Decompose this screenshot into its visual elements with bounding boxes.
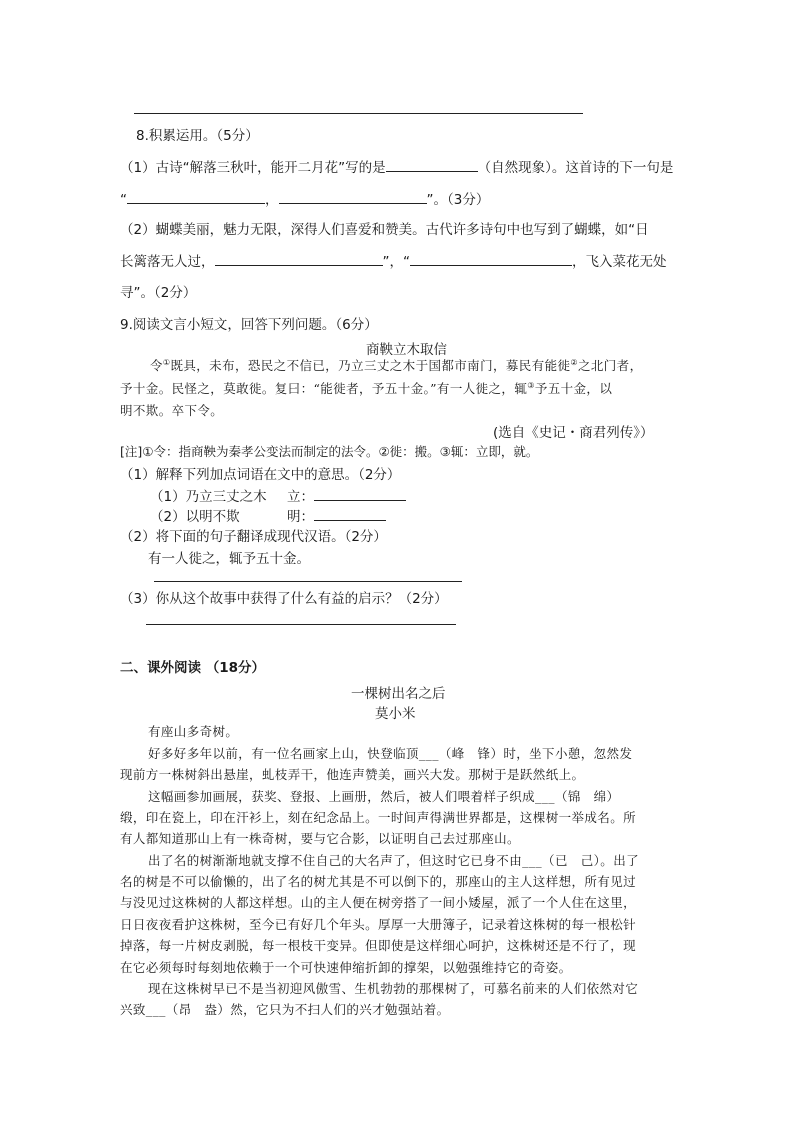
answer-blank[interactable] [410, 251, 572, 266]
article-line: 名的树是不可以偷懒的，出了名的树尤其是不可以倒下的，那座山的主人这样想，所有见过 [120, 874, 637, 889]
q8-part2-line3: 寻”。（2分） [120, 285, 197, 301]
article-line: 现前方一株树斜出悬崖，虬枝弄干，他连声赞美，画兴大发。那树于是跃然纸上。 [120, 767, 585, 782]
article-line: 这幅画参加画展，获奖、登报、上画册，然后，被人们喂着样子织成___（锦 绵） [148, 789, 620, 804]
q8-part1-text-e: ”。（3分） [426, 192, 490, 208]
classical-text-line2 [120, 379, 612, 397]
text-seg: 既具，未布，恐民之不信已，乃立三丈之木于国都市南门，募民有能徙 [170, 358, 571, 373]
classical-text-line1 [150, 356, 642, 374]
article-line: 兴致___（昂 盎）然，它只为不扫人们的兴才勉强站着。 [120, 1002, 450, 1017]
section-heading: 二、课外阅读 （18分） [120, 660, 265, 676]
q8-part1-line1 [120, 156, 673, 176]
answer-blank[interactable] [386, 157, 478, 172]
article-line: 现在这株树早已不是当初迎风傲雪、生机勃勃的那棵树了，可慕名前来的人们依然对它 [148, 981, 639, 996]
q8-title: 8.积累运用。（5分） [136, 128, 259, 144]
footnote-mark: ③ [527, 380, 535, 390]
q9-subq2: （2）将下面的句子翻译成现代汉语。（2分） [120, 529, 387, 545]
answer-blank[interactable] [215, 251, 383, 266]
text-source: (选自《史记・商君列传》） [493, 425, 654, 441]
q9-subq1: （1）解释下列加点词语在文中的意思。（2分） [120, 467, 401, 483]
q8-part2-text-c: ”，“ [382, 254, 410, 270]
q9-subq1-a [150, 485, 267, 505]
article-title: 一棵树出名之后 [351, 686, 446, 702]
article-line: 掉落，每一片树皮剥脱，每一根枝干变异。但即使是这样细心呵护，这株树还是不行了，现 [120, 938, 637, 953]
q8-part2-text-b: 长篱落无人过， [120, 254, 215, 270]
classical-text-line3: 明不欺。卒下令。 [120, 403, 224, 418]
answer-line-top [134, 113, 583, 114]
article-line: 好多好多年以前，有一位名画家上山，快登临顶___（峰 锋）时，坐下小憩，忽然发 [148, 746, 633, 761]
text-seg: 令 [150, 358, 163, 373]
q8-part2-line1: （2）蝴蝶美丽，魅力无限，深得人们喜爱和赞美。古代许多诗句中也写到了蝴蝶，如“日 [120, 222, 649, 238]
answer-line[interactable] [146, 624, 456, 625]
classical-text-title: 商鞅立木取信 [366, 342, 447, 358]
word-label: 明： [287, 509, 314, 525]
q8-part1-text-b: （自然现象）。这首诗的下一句是 [477, 160, 674, 176]
word-label: 立： [287, 489, 314, 505]
article-line: 在它必须每时每刻地依赖于一个可快速伸缩折卸的撑架，以勉强维持它的奇姿。 [120, 960, 572, 975]
answer-blank[interactable] [314, 506, 386, 521]
q9-subq1-b [150, 505, 240, 525]
q8-part2-line2 [120, 250, 667, 270]
article-line: 有座山多奇树。 [148, 724, 239, 739]
q9-subq1-a-answer [287, 485, 406, 505]
article-line: 缎，印在瓷上，印在汗衫上，刻在纪念品上。一时间声得满世界都是，这棵树一举成名。所 [120, 810, 637, 825]
open-quote: “ [120, 192, 127, 208]
q9-subq2-sentence: 有一人徙之，辄予五十金。 [148, 551, 310, 567]
q8-part1-text-a: （1）古诗“解落三秋叶，能开二月花”写的是 [120, 160, 386, 176]
article-author: 莫小米 [375, 706, 416, 722]
footnote-mark: ① [162, 357, 171, 367]
article-line: 与没见过这株树的人都这样想。山的主人便在树旁搭了一间小矮屋，派了一个人住在这里， [120, 895, 637, 910]
answer-line[interactable] [154, 581, 462, 582]
footnote-mark: ② [570, 357, 578, 367]
q8-part2-text-d: ，飞入菜花无处 [572, 254, 667, 270]
q8-part1-line2 [120, 188, 489, 208]
text-seg: 予十金。民怪之，莫敢徙。复曰：“能徙者，予五十金。”有一人徙之，辄 [120, 381, 528, 396]
q9-subq3: （3）你从这个故事中获得了什么有益的启示？（2分） [120, 591, 448, 607]
subq-b-text: （2）以明不欺 [150, 509, 240, 525]
q9-subq1-b-answer [287, 505, 386, 525]
text-seg: 之北门者， [577, 358, 643, 373]
answer-blank[interactable] [314, 486, 406, 501]
article-line: 日日夜夜看护这株树，至今已有好几个年头。厚厚一大册簿子，记录着这株树的每一根松针 [120, 917, 637, 932]
text-seg: 予五十金，以 [534, 381, 613, 396]
q9-title: 9.阅读文言小短文，回答下列问题。（6分） [120, 317, 378, 333]
article-line: 有人都知道那山上有一株奇树，要与它合影，以证明自己去过那座山。 [120, 831, 520, 846]
comma: ， [265, 192, 279, 208]
annotation-note: [注]①令：指商鞅为秦孝公变法而制定的法令。②徙：搬。③辄：立即，就。 [120, 444, 539, 459]
article-line: 出了名的树渐渐地就支撑不住自己的大名声了，但这时它已身不由___（已 己）。出了 [148, 853, 640, 868]
answer-blank[interactable] [279, 189, 427, 204]
answer-blank[interactable] [127, 189, 265, 204]
subq-a-text: （1）乃立三丈之木 [150, 489, 267, 505]
